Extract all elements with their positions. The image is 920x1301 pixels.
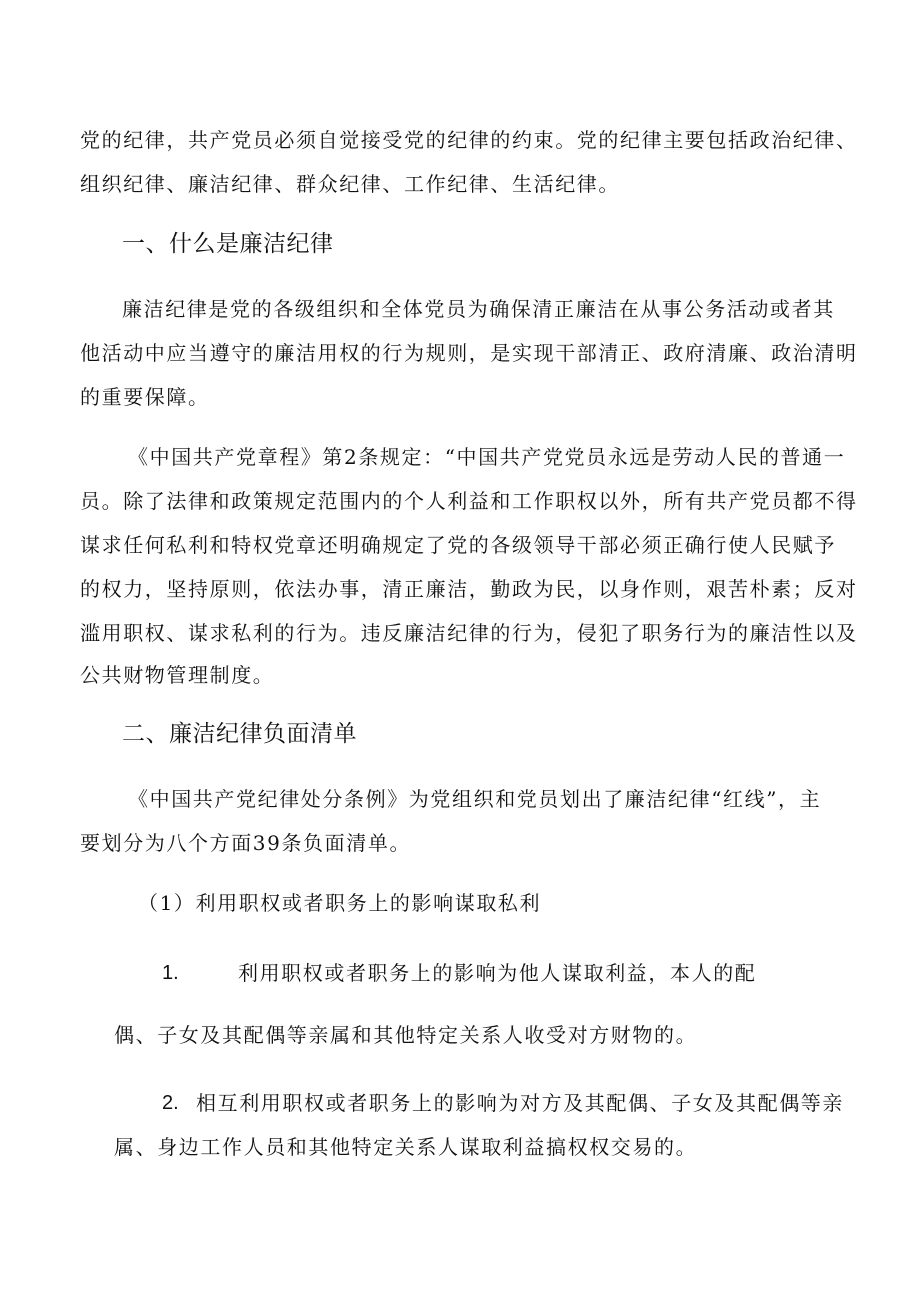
text-line: 组织纪律、廉洁纪律、群众纪律、工作纪律、生活纪律。 bbox=[80, 172, 620, 196]
text-line: 《中国共产党章程》第2条规定：“中国共产党党员永远是劳动人民的普通一 bbox=[128, 445, 846, 469]
text-line: 要划分为八个方面39条负面清单。 bbox=[80, 831, 412, 855]
text-line: 相互利用职权或者职务上的影响为对方及其配偶、子女及其配偶等亲 bbox=[196, 1091, 844, 1115]
text-line: 利用职权或者职务上的影响为他人谋取利益，本人的配 bbox=[238, 961, 757, 985]
text-line: 谋求任何私利和特权党章还明确规定了党的各级领导干部必须正确行使人民赋予 bbox=[80, 533, 836, 557]
text-line: 员。除了法律和政策规定范围内的个人利益和工作职权以外，所有共产党员都不得 bbox=[80, 489, 858, 513]
text-line: 党的纪律，共产党员必须自觉接受党的纪律的约束。党的纪律主要包括政治纪律、 bbox=[80, 128, 858, 152]
text-line: 《中国共产党纪律处分条例》为党组织和党员划出了廉洁纪律“红线”，主 bbox=[128, 787, 822, 811]
text-line: 公共财物管理制度。 bbox=[80, 663, 275, 687]
section-heading: 一、什么是廉洁纪律 bbox=[122, 231, 334, 257]
text-line: 的重要保障。 bbox=[80, 385, 210, 409]
item-number: 1. bbox=[162, 962, 179, 984]
text-line: 他活动中应当遵守的廉洁用权的行为规则，是实现干部清正、政府清廉、政治清明 bbox=[80, 341, 858, 365]
text-line: 滥用职权、谋求私利的行为。违反廉洁纪律的行为，侵犯了职务行为的廉洁性以及 bbox=[80, 621, 858, 645]
text-line: 偶、子女及其配偶等亲属和其他特定关系人收受对方财物的。 bbox=[114, 1023, 698, 1047]
text-line: 属、身边工作人员和其他特定关系人谋取利益搞权权交易的。 bbox=[114, 1135, 698, 1159]
subheading: （1）利用职权或者职务上的影响谋取私利 bbox=[138, 891, 542, 915]
section-heading: 二、廉洁纪律负面清单 bbox=[122, 721, 357, 747]
item-number: 2. bbox=[162, 1092, 179, 1114]
text-line: 廉洁纪律是党的各级组织和全体党员为确保清正廉洁在从事公务活动或者其 bbox=[122, 297, 835, 321]
text-line: 的权力，坚持原则，依法办事，清正廉洁，勤政为民，以身作则，艰苦朴素；反对 bbox=[80, 577, 858, 601]
